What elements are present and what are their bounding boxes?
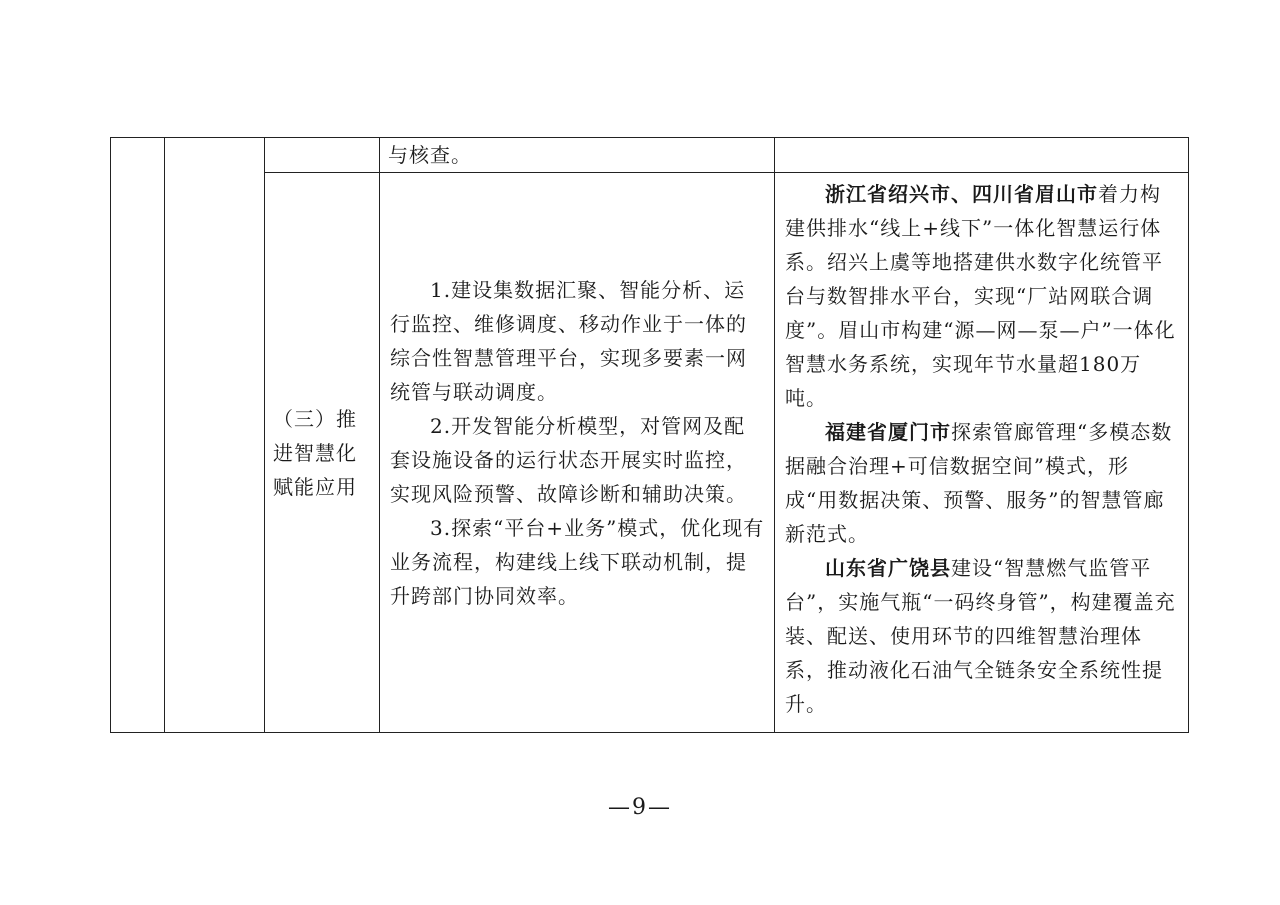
table-row <box>111 173 1189 733</box>
table-cell-empty-category <box>111 138 165 733</box>
measures-list <box>390 273 766 613</box>
measure-item: 3.探索“平台+业务”模式，优化现有业务流程，构建线上线下联动机制，提升跨部门协同效率。 <box>390 515 765 608</box>
measure-tail-cell <box>380 138 775 173</box>
table-cell-empty <box>775 138 1189 173</box>
page-number: —9— <box>608 795 672 820</box>
section-title: （三）推进智慧化赋能应用 <box>273 406 357 499</box>
measure-item: 2.开发智能分析模型，对管网及配套设施设备的运行状态开展实时监控，实现风险预警、故障诊断和辅助决策。 <box>390 413 747 506</box>
measures-cell <box>380 173 775 733</box>
example-place: 浙江省绍兴市、四川省眉山市 <box>825 182 1098 206</box>
example-text: 着力构建供排水“线上+线下”一体化智慧运行体系。绍兴上虞等地搭建供水数字化统管平台与数智排水平台，实现“厂站网联合调度”。眉山市构建“源—网—泵—户”一体化智慧水务系统，实现年节水量超180万吨。 <box>785 182 1176 410</box>
table-cell-empty <box>265 138 380 173</box>
section-title-cell <box>265 173 380 733</box>
measure-tail-text: 与核查。 <box>388 143 472 167</box>
examples-cell <box>775 173 1189 733</box>
example-place: 山东省广饶县 <box>825 556 951 580</box>
example-item <box>785 551 1180 721</box>
example-item <box>785 177 1180 415</box>
measure-item: 1.建设集数据汇聚、智能分析、运行监控、维修调度、移动作业于一体的综合性智慧管理平台，实现多要素一网统管与联动调度。 <box>390 277 747 404</box>
example-text: 探索管廊管理“多模态数据融合治理+可信数据空间”模式，形成“用数据决策、预警、服务”的智慧管廊新范式。 <box>785 420 1173 546</box>
measures-table <box>110 137 1189 733</box>
example-place: 福建省厦门市 <box>825 420 951 444</box>
example-text: 建设“智慧燃气监管平台”，实施气瓶“一码终身管”，构建覆盖充装、配送、使用环节的四维智慧治理体系，推动液化石油气全链条安全系统性提升。 <box>785 556 1176 716</box>
example-item <box>785 415 1180 551</box>
table-row <box>111 138 1189 173</box>
table-cell-empty-task <box>165 138 265 733</box>
